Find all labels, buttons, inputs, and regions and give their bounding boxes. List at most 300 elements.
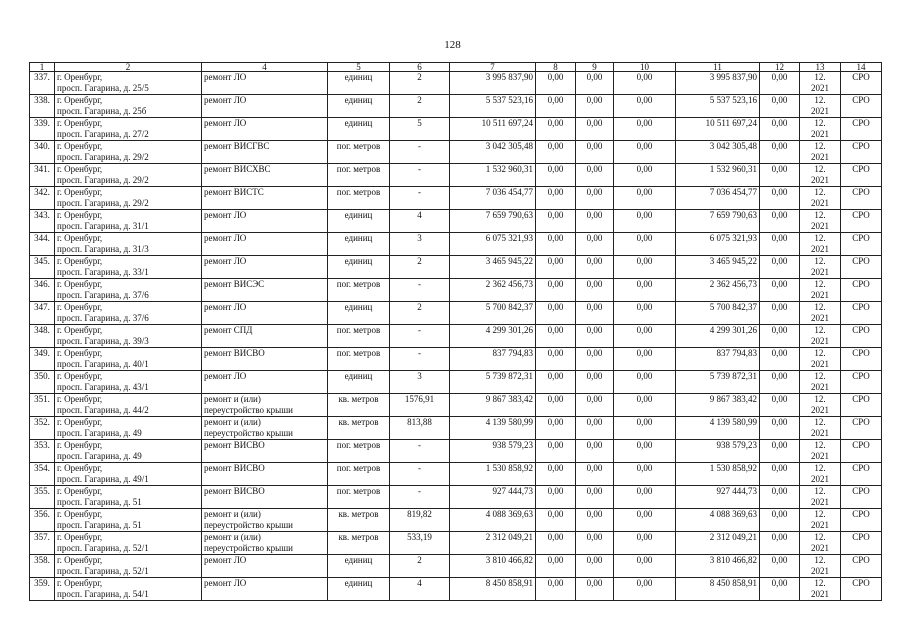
col-8-value: 0,00 (536, 141, 576, 164)
quantity: - (390, 348, 450, 371)
col-8-value: 0,00 (536, 164, 576, 187)
page-number: 128 (444, 39, 461, 51)
address (55, 210, 202, 233)
col-11-value: 2 312 049,21 (676, 532, 760, 555)
row-number: 344. (30, 233, 55, 256)
row-number: 341. (30, 164, 55, 187)
funding-method: СРО (841, 187, 882, 210)
funding-method: СРО (841, 555, 882, 578)
work-type-line: переустройство крыши (204, 519, 293, 530)
total-cost: 3 465 945,22 (450, 256, 536, 279)
address-line: г. Оренбург, (57, 141, 103, 151)
address-line: г. Оренбург, (57, 486, 103, 496)
total-cost: 7 036 454,77 (450, 187, 536, 210)
col-12-value: 0,00 (760, 141, 800, 164)
total-cost: 1 532 960,31 (450, 164, 536, 187)
col-12-value: 0,00 (760, 532, 800, 555)
address (55, 256, 202, 279)
quantity: - (390, 486, 450, 509)
column-number-header: 2 (55, 63, 202, 72)
address-line: г. Оренбург, (57, 532, 103, 542)
col-9-value: 0,00 (576, 302, 614, 325)
unit: пог. метров (328, 463, 390, 486)
col-10-value: 0,00 (614, 486, 676, 509)
address-line: г. Оренбург, (57, 325, 103, 335)
table-row (30, 72, 882, 95)
quantity: - (390, 279, 450, 302)
col-10-value: 0,00 (614, 325, 676, 348)
completion-date-line: 12. (814, 233, 826, 243)
completion-date-line: 12. (814, 164, 826, 174)
address-line: г. Оренбург, (57, 210, 103, 220)
work-type: ремонт ВИСХВС (202, 164, 328, 187)
completion-date-line: 12. (814, 256, 826, 266)
address (55, 164, 202, 187)
col-12-value: 0,00 (760, 371, 800, 394)
col-8-value: 0,00 (536, 509, 576, 532)
table-row (30, 509, 882, 532)
funding-method: СРО (841, 325, 882, 348)
col-11-value: 927 444,73 (676, 486, 760, 509)
unit: кв. метров (328, 417, 390, 440)
completion-date (800, 118, 841, 141)
completion-date-line: 2021 (811, 174, 829, 185)
address-line: г. Оренбург, (57, 394, 103, 404)
work-type-line: переустройство крыши (204, 542, 293, 553)
funding-method: СРО (841, 532, 882, 555)
col-9-value: 0,00 (576, 440, 614, 463)
completion-date (800, 187, 841, 210)
quantity: 2 (390, 95, 450, 118)
address-line: г. Оренбург, (57, 555, 103, 565)
funding-method: СРО (841, 210, 882, 233)
col-12-value: 0,00 (760, 279, 800, 302)
funding-method: СРО (841, 279, 882, 302)
quantity: 5 (390, 118, 450, 141)
address-line: г. Оренбург, (57, 440, 103, 450)
col-12-value: 0,00 (760, 325, 800, 348)
completion-date (800, 210, 841, 233)
work-type: ремонт ВИСВО (202, 463, 328, 486)
col-11-value: 5 739 872,31 (676, 371, 760, 394)
completion-date (800, 532, 841, 555)
table-row (30, 463, 882, 486)
completion-date-line: 2021 (811, 266, 829, 277)
unit: пог. метров (328, 164, 390, 187)
row-number: 339. (30, 118, 55, 141)
completion-date (800, 509, 841, 532)
row-number: 353. (30, 440, 55, 463)
col-9-value: 0,00 (576, 578, 614, 601)
col-9-value: 0,00 (576, 210, 614, 233)
col-11-value: 938 579,23 (676, 440, 760, 463)
column-number-header: 4 (202, 63, 328, 72)
column-number-header: 5 (328, 63, 390, 72)
row-number: 359. (30, 578, 55, 601)
col-12-value: 0,00 (760, 555, 800, 578)
work-type (202, 532, 328, 555)
completion-date-line: 12. (814, 141, 826, 151)
col-8-value: 0,00 (536, 72, 576, 95)
address-line: г. Оренбург, (57, 417, 103, 427)
funding-method: СРО (841, 348, 882, 371)
completion-date-line: 2021 (811, 197, 829, 208)
funding-method: СРО (841, 256, 882, 279)
col-9-value: 0,00 (576, 486, 614, 509)
col-9-value: 0,00 (576, 95, 614, 118)
table-row (30, 486, 882, 509)
unit: пог. метров (328, 486, 390, 509)
col-9-value: 0,00 (576, 394, 614, 417)
table-row (30, 348, 882, 371)
completion-date-line: 12. (814, 486, 826, 496)
col-8-value: 0,00 (536, 486, 576, 509)
unit: единиц (328, 233, 390, 256)
address-line: просп. Гагарина, д. 25/5 (57, 82, 149, 93)
col-9-value: 0,00 (576, 279, 614, 302)
col-10-value: 0,00 (614, 302, 676, 325)
col-9-value: 0,00 (576, 187, 614, 210)
total-cost: 2 312 049,21 (450, 532, 536, 555)
address (55, 555, 202, 578)
address-line: просп. Гагарина, д. 29/2 (57, 174, 149, 185)
col-12-value: 0,00 (760, 187, 800, 210)
total-cost: 5 537 523,16 (450, 95, 536, 118)
col-11-value: 4 139 580,99 (676, 417, 760, 440)
work-type: ремонт ЛО (202, 72, 328, 95)
total-cost: 1 530 858,92 (450, 463, 536, 486)
completion-date-line: 2021 (811, 404, 829, 415)
address-line: г. Оренбург, (57, 72, 103, 82)
unit: пог. метров (328, 141, 390, 164)
funding-method: СРО (841, 95, 882, 118)
address-line: просп. Гагарина, д. 54/1 (57, 588, 149, 599)
col-12-value: 0,00 (760, 463, 800, 486)
address (55, 141, 202, 164)
table-row (30, 302, 882, 325)
total-cost: 4 299 301,26 (450, 325, 536, 348)
col-10-value: 0,00 (614, 371, 676, 394)
col-10-value: 0,00 (614, 509, 676, 532)
col-8-value: 0,00 (536, 440, 576, 463)
unit: единиц (328, 95, 390, 118)
total-cost: 938 579,23 (450, 440, 536, 463)
address-line: просп. Гагарина, д. 43/1 (57, 381, 149, 392)
address (55, 348, 202, 371)
col-9-value: 0,00 (576, 164, 614, 187)
quantity: 4 (390, 210, 450, 233)
unit: пог. метров (328, 440, 390, 463)
col-12-value: 0,00 (760, 118, 800, 141)
completion-date (800, 233, 841, 256)
completion-date-line: 12. (814, 72, 826, 82)
col-12-value: 0,00 (760, 256, 800, 279)
address-line: просп. Гагарина, д. 49 (57, 450, 142, 461)
col-12-value: 0,00 (760, 72, 800, 95)
col-11-value: 1 530 858,92 (676, 463, 760, 486)
col-8-value: 0,00 (536, 95, 576, 118)
column-number-header: 13 (800, 63, 841, 72)
address (55, 95, 202, 118)
col-9-value: 0,00 (576, 325, 614, 348)
table-row (30, 95, 882, 118)
address (55, 118, 202, 141)
col-10-value: 0,00 (614, 164, 676, 187)
completion-date (800, 256, 841, 279)
address-line: просп. Гагарина, д. 51 (57, 496, 142, 507)
funding-method: СРО (841, 118, 882, 141)
quantity: 2 (390, 555, 450, 578)
col-9-value: 0,00 (576, 509, 614, 532)
table-row (30, 555, 882, 578)
col-12-value: 0,00 (760, 486, 800, 509)
row-number: 355. (30, 486, 55, 509)
address-line: просп. Гагарина, д. 44/2 (57, 404, 149, 415)
quantity: - (390, 325, 450, 348)
col-12-value: 0,00 (760, 164, 800, 187)
col-11-value: 7 659 790,63 (676, 210, 760, 233)
address-line: г. Оренбург, (57, 279, 103, 289)
quantity: 4 (390, 578, 450, 601)
address (55, 325, 202, 348)
total-cost: 3 995 837,90 (450, 72, 536, 95)
completion-date (800, 486, 841, 509)
completion-date-line: 12. (814, 325, 826, 335)
col-10-value: 0,00 (614, 72, 676, 95)
col-11-value: 5 537 523,16 (676, 95, 760, 118)
address (55, 371, 202, 394)
completion-date-line: 2021 (811, 105, 829, 116)
table-body (30, 72, 882, 601)
quantity: 819,82 (390, 509, 450, 532)
table-row (30, 417, 882, 440)
address-line: просп. Гагарина, д. 52/1 (57, 542, 149, 553)
unit: единиц (328, 371, 390, 394)
col-10-value: 0,00 (614, 578, 676, 601)
funding-method: СРО (841, 302, 882, 325)
funding-method: СРО (841, 463, 882, 486)
quantity: 3 (390, 371, 450, 394)
address-line: г. Оренбург, (57, 463, 103, 473)
col-12-value: 0,00 (760, 210, 800, 233)
completion-date-line: 2021 (811, 82, 829, 93)
total-cost: 3 810 466,82 (450, 555, 536, 578)
completion-date-line: 2021 (811, 289, 829, 300)
unit: единиц (328, 72, 390, 95)
col-11-value: 3 995 837,90 (676, 72, 760, 95)
completion-date-line: 2021 (811, 243, 829, 254)
table-row (30, 210, 882, 233)
completion-date-line: 2021 (811, 450, 829, 461)
address-line: г. Оренбург, (57, 233, 103, 243)
completion-date-line: 12. (814, 394, 826, 404)
work-type (202, 417, 328, 440)
column-number-row (30, 63, 882, 72)
work-type: ремонт ЛО (202, 118, 328, 141)
address-line: просп. Гагарина, д. 25б (57, 105, 147, 116)
col-8-value: 0,00 (536, 256, 576, 279)
funding-method: СРО (841, 578, 882, 601)
completion-date-line: 2021 (811, 381, 829, 392)
completion-date-line: 2021 (811, 542, 829, 553)
address-line: просп. Гагарина, д. 40/1 (57, 358, 149, 369)
total-cost: 9 867 383,42 (450, 394, 536, 417)
total-cost: 927 444,73 (450, 486, 536, 509)
address-line: г. Оренбург, (57, 256, 103, 266)
address-line: просп. Гагарина, д. 37/6 (57, 289, 149, 300)
col-11-value: 1 532 960,31 (676, 164, 760, 187)
row-number: 351. (30, 394, 55, 417)
total-cost: 7 659 790,63 (450, 210, 536, 233)
row-number: 338. (30, 95, 55, 118)
table-row (30, 187, 882, 210)
col-10-value: 0,00 (614, 279, 676, 302)
col-12-value: 0,00 (760, 578, 800, 601)
unit: пог. метров (328, 325, 390, 348)
completion-date-line: 12. (814, 578, 826, 588)
completion-date-line: 2021 (811, 335, 829, 346)
unit: единиц (328, 578, 390, 601)
quantity: 2 (390, 302, 450, 325)
col-12-value: 0,00 (760, 233, 800, 256)
quantity: 813,88 (390, 417, 450, 440)
row-number: 356. (30, 509, 55, 532)
col-9-value: 0,00 (576, 256, 614, 279)
completion-date (800, 302, 841, 325)
col-9-value: 0,00 (576, 532, 614, 555)
row-number: 345. (30, 256, 55, 279)
col-11-value: 3 465 945,22 (676, 256, 760, 279)
total-cost: 10 511 697,24 (450, 118, 536, 141)
col-8-value: 0,00 (536, 233, 576, 256)
completion-date-line: 2021 (811, 565, 829, 576)
completion-date-line: 12. (814, 417, 826, 427)
column-number-header: 12 (760, 63, 800, 72)
col-12-value: 0,00 (760, 95, 800, 118)
quantity: 1576,91 (390, 394, 450, 417)
col-11-value: 8 450 858,91 (676, 578, 760, 601)
unit: пог. метров (328, 279, 390, 302)
address-line: просп. Гагарина, д. 49/1 (57, 473, 149, 484)
address-line: просп. Гагарина, д. 52/1 (57, 565, 149, 576)
address-line: просп. Гагарина, д. 49 (57, 427, 142, 438)
total-cost: 5 739 872,31 (450, 371, 536, 394)
col-10-value: 0,00 (614, 256, 676, 279)
completion-date-line: 2021 (811, 588, 829, 599)
row-number: 350. (30, 371, 55, 394)
table-row (30, 394, 882, 417)
address-line: г. Оренбург, (57, 302, 103, 312)
col-9-value: 0,00 (576, 233, 614, 256)
completion-date-line: 12. (814, 532, 826, 542)
completion-date-line: 2021 (811, 151, 829, 162)
work-type: ремонт ВИСВО (202, 486, 328, 509)
total-cost: 8 450 858,91 (450, 578, 536, 601)
total-cost: 4 088 369,63 (450, 509, 536, 532)
col-11-value: 9 867 383,42 (676, 394, 760, 417)
row-number: 352. (30, 417, 55, 440)
work-type-line: ремонт и (или) (204, 394, 261, 404)
capital-repair-register-table (29, 62, 882, 601)
completion-date (800, 578, 841, 601)
address (55, 72, 202, 95)
work-type: ремонт СПД (202, 325, 328, 348)
work-type: ремонт ЛО (202, 256, 328, 279)
col-8-value: 0,00 (536, 279, 576, 302)
funding-method: СРО (841, 371, 882, 394)
row-number: 357. (30, 532, 55, 555)
col-8-value: 0,00 (536, 118, 576, 141)
table-row (30, 279, 882, 302)
address-line: просп. Гагарина, д. 27/2 (57, 128, 149, 139)
total-cost: 4 139 580,99 (450, 417, 536, 440)
completion-date-line: 2021 (811, 358, 829, 369)
row-number: 347. (30, 302, 55, 325)
quantity: 3 (390, 233, 450, 256)
address-line: г. Оренбург, (57, 371, 103, 381)
total-cost: 6 075 321,93 (450, 233, 536, 256)
col-8-value: 0,00 (536, 325, 576, 348)
table-row (30, 256, 882, 279)
col-10-value: 0,00 (614, 348, 676, 371)
completion-date (800, 72, 841, 95)
column-number-header: 11 (676, 63, 760, 72)
completion-date (800, 348, 841, 371)
col-10-value: 0,00 (614, 555, 676, 578)
address (55, 187, 202, 210)
column-number-header: 1 (30, 63, 55, 72)
completion-date (800, 371, 841, 394)
address-line: просп. Гагарина, д. 31/1 (57, 220, 149, 231)
col-10-value: 0,00 (614, 118, 676, 141)
funding-method: СРО (841, 486, 882, 509)
col-10-value: 0,00 (614, 95, 676, 118)
table-row (30, 371, 882, 394)
completion-date (800, 440, 841, 463)
col-10-value: 0,00 (614, 141, 676, 164)
col-10-value: 0,00 (614, 532, 676, 555)
col-8-value: 0,00 (536, 371, 576, 394)
col-10-value: 0,00 (614, 440, 676, 463)
completion-date-line: 12. (814, 555, 826, 565)
work-type (202, 509, 328, 532)
completion-date (800, 141, 841, 164)
col-12-value: 0,00 (760, 440, 800, 463)
funding-method: СРО (841, 394, 882, 417)
column-number-header: 7 (450, 63, 536, 72)
completion-date (800, 555, 841, 578)
total-cost: 2 362 456,73 (450, 279, 536, 302)
col-11-value: 4 299 301,26 (676, 325, 760, 348)
address-line: просп. Гагарина, д. 29/2 (57, 197, 149, 208)
row-number: 354. (30, 463, 55, 486)
address (55, 440, 202, 463)
col-10-value: 0,00 (614, 187, 676, 210)
funding-method: СРО (841, 509, 882, 532)
quantity: - (390, 463, 450, 486)
address-line: г. Оренбург, (57, 348, 103, 358)
col-12-value: 0,00 (760, 394, 800, 417)
unit: единиц (328, 210, 390, 233)
unit: кв. метров (328, 532, 390, 555)
address (55, 394, 202, 417)
col-11-value: 5 700 842,37 (676, 302, 760, 325)
col-9-value: 0,00 (576, 72, 614, 95)
address-line: просп. Гагарина, д. 33/1 (57, 266, 149, 277)
address (55, 417, 202, 440)
work-type (202, 394, 328, 417)
work-type: ремонт ВИСЭС (202, 279, 328, 302)
